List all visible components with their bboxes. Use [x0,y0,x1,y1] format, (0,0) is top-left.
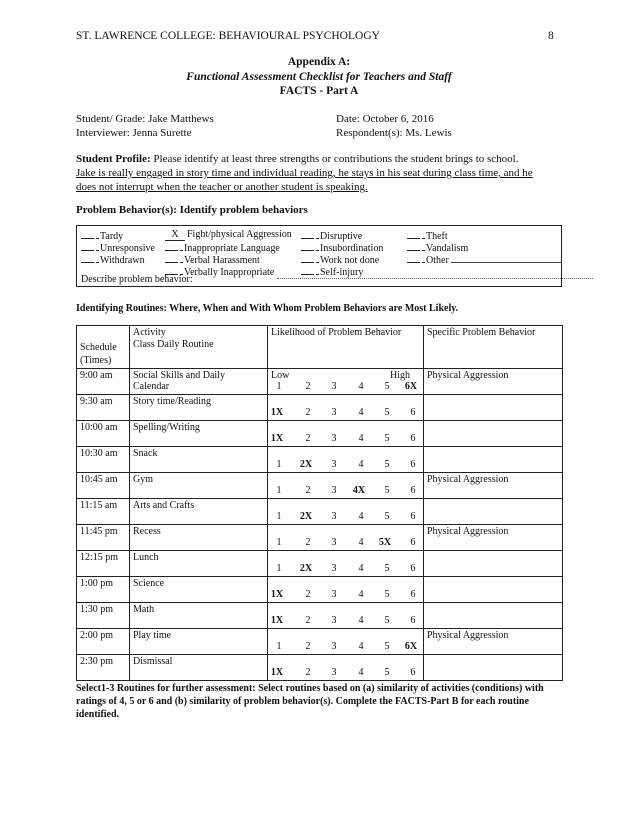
behavior-unresponsive[interactable]: Unresponsive [81,241,155,254]
rating-selected[interactable]: 1X [270,407,284,418]
table-row [77,369,563,395]
row-activity [130,525,268,551]
row-likelihood [268,473,424,499]
problem-behavior-checklist [76,225,562,287]
row-time: 1:00 pm [77,577,130,603]
row-specific-behavior [424,447,563,473]
header-activity: Activity Class Daily Routine [130,326,268,369]
activity-line: Lunch [133,552,159,563]
behavior-insubordination[interactable]: Insubordination [301,241,383,254]
rating-option[interactable]: 3 [331,433,337,444]
row-time: 1:30 pm [77,603,130,629]
rating-option[interactable]: 6 [410,433,416,444]
row-time: 11:15 am [77,499,130,525]
rating-option[interactable]: 4 [358,537,364,548]
problem-behaviors-instruction: Identify problem behaviors [176,204,308,216]
rating-option[interactable]: 3 [331,485,337,496]
table-row [77,655,563,681]
rating-option[interactable]: 6 [410,589,416,600]
row-activity [130,499,268,525]
activity-line: Gym [133,474,153,485]
row-likelihood [268,577,424,603]
row-specific-behavior [424,577,563,603]
behavior-withdrawn[interactable]: Withdrawn [81,253,145,266]
row-time: 2:30 pm [77,655,130,681]
row-activity [130,421,268,447]
rating-selected[interactable]: 4X [352,485,366,496]
row-time: 10:00 am [77,421,130,447]
rating-selected[interactable]: 2X [299,563,313,574]
routines-table [76,325,563,681]
row-likelihood [268,395,424,421]
rating-option[interactable]: 1 [276,485,282,496]
row-specific-behavior [424,421,563,447]
rating-selected[interactable]: 2X [299,511,313,522]
rating-option[interactable]: 5 [384,485,390,496]
rating-option[interactable]: 4 [358,641,364,652]
activity-line: Play time [133,630,172,641]
rating-option[interactable]: 3 [331,615,337,626]
table-row [77,577,563,603]
rating-option[interactable]: 3 [331,381,337,392]
table-row [77,421,563,447]
row-activity [130,603,268,629]
behavior-self-injury[interactable]: Self-injury [301,265,363,278]
selection-note-line-2: ratings of 4, 5 or 6 and (b) similarity of problem behavior(s). Complete the FACTS-Part B for each routine [76,696,529,707]
behavior-theft[interactable]: Theft [407,229,448,242]
interviewer-field: Interviewer: Jenna Surette [76,127,192,139]
table-row [77,629,563,655]
activity-line: Arts and Crafts [133,500,195,511]
activity-line: Spelling/Writing [133,422,200,433]
behavior-verbal-harassment[interactable]: Verbal Harassment [165,253,260,266]
row-activity [130,551,268,577]
table-row [77,395,563,421]
table-header-row [77,326,563,369]
rating-selected[interactable]: 1X [270,433,284,444]
rating-option[interactable]: 6 [410,667,416,678]
date-field: Date: October 6, 2016 [336,113,434,125]
profile-label: Student Profile: [76,153,151,165]
rating-option[interactable]: 5 [384,407,390,418]
other-blank-line[interactable] [451,254,561,263]
row-activity [130,577,268,603]
selection-note-line-1: Select1-3 Routines for further assessment: Select routines based on (a) similarity of activities (conditions) with [76,683,544,694]
row-likelihood [268,551,424,577]
rating-option[interactable]: 4 [358,667,364,678]
rating-option[interactable]: 3 [331,563,337,574]
rating-selected[interactable]: 5X [378,537,392,548]
rating-option[interactable]: 3 [331,459,337,470]
row-specific-behavior [424,655,563,681]
rating-option[interactable]: 3 [331,537,337,548]
rating-option[interactable]: 1 [276,511,282,522]
rating-option[interactable]: 1 [276,381,282,392]
row-likelihood [268,603,424,629]
problem-behaviors-heading [76,204,308,216]
behavior-verbally-inappropriate[interactable]: Verbally Inappropriate [165,265,274,278]
row-likelihood [268,369,424,395]
rating-option[interactable]: 3 [331,667,337,678]
rating-option[interactable]: 2 [305,589,311,600]
row-time: 2:00 pm [77,629,130,655]
rating-option[interactable]: 5 [384,459,390,470]
header-schedule: Schedule (Times) [77,326,130,369]
rating-option[interactable]: 5 [384,433,390,444]
rating-option[interactable]: 6 [410,485,416,496]
row-likelihood [268,499,424,525]
rating-option[interactable]: 2 [305,485,311,496]
rating-option[interactable]: 1 [276,537,282,548]
rating-option[interactable]: 3 [331,641,337,652]
rating-option[interactable]: 5 [384,667,390,678]
behavior-tardy[interactable]: Tardy [81,229,123,242]
behavior-fight-physical-aggression[interactable]: X Fight/physical Aggression [165,229,292,241]
profile-answer-line-1: Jake is really engaged in story time and individual reading, he stays in his seat during class time, and he [76,167,533,179]
rating-option[interactable]: 5 [384,641,390,652]
rating-option[interactable]: 3 [331,589,337,600]
row-likelihood [268,447,424,473]
rating-option[interactable]: 2 [305,407,311,418]
describe-behavior-label: Describe problem behavior: [81,274,193,285]
rating-selected[interactable]: 6X [404,381,418,392]
row-time: 10:45 am [77,473,130,499]
row-specific-behavior [424,395,563,421]
row-specific-behavior [424,603,563,629]
rating-option[interactable]: 3 [331,407,337,418]
row-activity [130,473,268,499]
row-specific-behavior: Physical Aggression [424,473,563,499]
table-row [77,551,563,577]
respondent-field: Respondent(s): Ms. Lewis [336,127,452,139]
activity-line: Recess [133,526,161,537]
row-specific-behavior [424,551,563,577]
row-activity [130,655,268,681]
row-specific-behavior: Physical Aggression [424,525,563,551]
header-likelihood: Likelihood of Problem Behavior [268,326,424,369]
row-likelihood [268,525,424,551]
activity-line: Snack [133,448,158,459]
rating-option[interactable]: 5 [384,381,390,392]
rating-selected[interactable]: 1X [270,589,284,600]
checklist-title: Functional Assessment Checklist for Teachers and Staff [186,71,452,83]
row-activity [130,629,268,655]
rating-option[interactable]: 2 [305,537,311,548]
rating-option[interactable]: 6 [410,537,416,548]
rating-option[interactable]: 3 [331,511,337,522]
rating-option[interactable]: 6 [410,407,416,418]
rating-option[interactable]: 2 [305,615,311,626]
student-field: Student/ Grade: Jake Matthews [76,113,214,125]
table-row [77,499,563,525]
table-row [77,447,563,473]
rating-option[interactable]: 5 [384,615,390,626]
row-likelihood [268,629,424,655]
rating-option[interactable]: 4 [358,407,364,418]
table-row [77,473,563,499]
activity-line: Science [133,578,165,589]
activity-line: Math [133,604,155,615]
profile-prompt: Please identify at least three strengths or contributions the student brings to school. [150,153,519,165]
behavior-disruptive[interactable]: Disruptive [301,229,362,242]
rating-option[interactable]: 1 [276,459,282,470]
activity-line: Story time/Reading [133,396,212,407]
running-title: ST. LAWRENCE COLLEGE: BEHAVIOURAL PSYCHOLOGY [76,30,380,42]
selection-note-line-3: identified. [76,709,120,720]
row-specific-behavior: Physical Aggression [424,369,563,395]
row-time: 12:15 pm [77,551,130,577]
rating-option[interactable]: 4 [358,615,364,626]
routines-heading: Identifying Routines: Where, When and With Whom Problem Behaviors are Most Likely. [76,303,459,314]
activity-line: Calendar [133,381,170,392]
behavior-other[interactable]: Other [407,253,561,266]
row-time: 9:30 am [77,395,130,421]
rating-option[interactable]: 6 [410,511,416,522]
row-activity [130,395,268,421]
row-likelihood [268,655,424,681]
behavior-mark: X [165,229,185,241]
row-activity [130,369,268,395]
scale-high-label: High [390,370,410,381]
rating-option[interactable]: 5 [384,563,390,574]
rating-option[interactable]: 5 [384,511,390,522]
row-likelihood [268,421,424,447]
table-row [77,603,563,629]
behavior-vandalism[interactable]: Vandalism [407,241,468,254]
rating-option[interactable]: 4 [358,433,364,444]
row-specific-behavior: Physical Aggression [424,629,563,655]
rating-option[interactable]: 6 [410,615,416,626]
row-activity [130,447,268,473]
activity-line: Dismissal [133,656,173,667]
rating-option[interactable]: 4 [358,511,364,522]
table-row [77,525,563,551]
rating-option[interactable]: 5 [384,589,390,600]
rating-option[interactable]: 6 [410,459,416,470]
rating-option[interactable]: 2 [305,433,311,444]
page-number: 8 [548,30,554,42]
behavior-work-not-done[interactable]: Work not done [301,253,379,266]
rating-selected[interactable]: 2X [299,459,313,470]
rating-option[interactable]: 2 [305,641,311,652]
rating-option[interactable]: 4 [358,459,364,470]
rating-option[interactable]: 4 [358,563,364,574]
row-time: 10:30 am [77,447,130,473]
header-specific-behavior: Specific Problem Behavior [424,326,563,369]
rating-option[interactable]: 6 [410,563,416,574]
rating-selected[interactable]: 1X [270,615,284,626]
row-specific-behavior [424,499,563,525]
rating-selected[interactable]: 6X [404,641,418,652]
problem-behaviors-label: Problem Behavior(s): [76,204,177,216]
rating-option[interactable]: 4 [358,381,364,392]
scale-low-label: Low [271,370,290,381]
facts-part-title: FACTS - Part A [279,85,359,97]
describe-behavior-line[interactable] [277,278,593,279]
activity-line: Social Skills and Daily [133,370,225,381]
behavior-inappropriate-language[interactable]: Inappropriate Language [165,241,280,254]
row-time: 11:45 pm [77,525,130,551]
rating-option[interactable]: 2 [305,667,311,678]
rating-option[interactable]: 4 [358,589,364,600]
student-profile [76,153,518,165]
rating-selected[interactable]: 1X [270,667,284,678]
profile-answer-line-2: does not interrupt when the teacher or another student is speaking. [76,181,368,193]
row-time: 9:00 am [77,369,130,395]
rating-option[interactable]: 1 [276,563,282,574]
appendix-title: Appendix A: [287,56,351,68]
rating-option[interactable]: 1 [276,641,282,652]
rating-option[interactable]: 2 [305,381,311,392]
